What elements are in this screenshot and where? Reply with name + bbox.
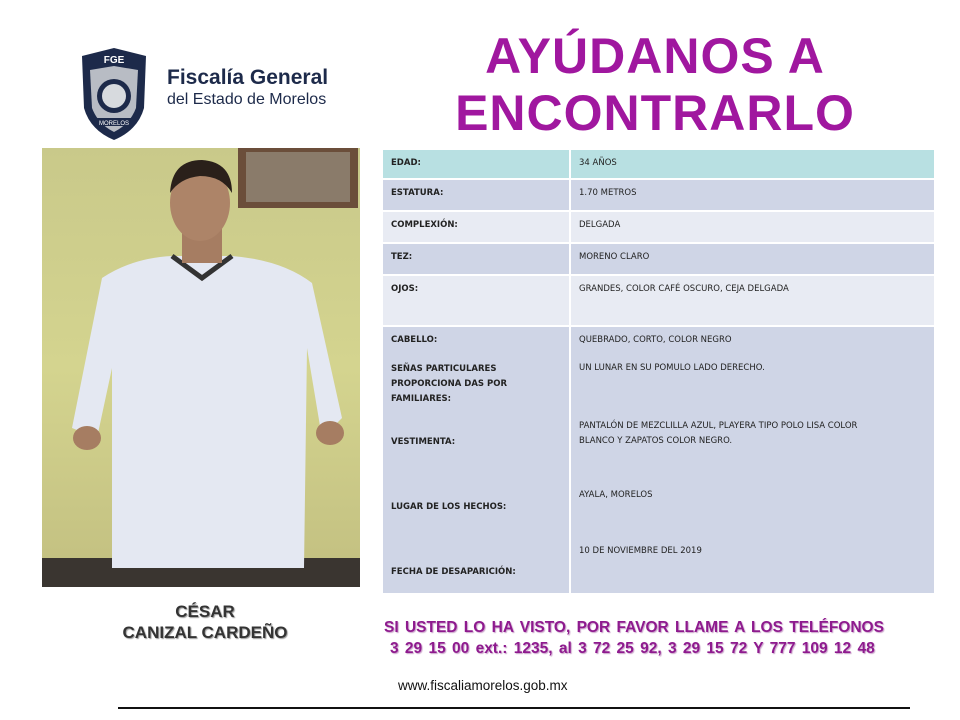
website-link[interactable]: www.fiscaliamorelos.gob.mx bbox=[398, 678, 568, 693]
fecha-value: 10 DE NOVIEMBRE DEL 2019 bbox=[579, 546, 702, 556]
organization-name bbox=[167, 66, 328, 110]
title-line2: ENCONTRARLO bbox=[455, 85, 855, 141]
title-line1: AYÚDANOS A bbox=[485, 28, 825, 84]
fecha-label: FECHA DE DESAPARICIÓN: bbox=[391, 567, 516, 577]
cabello-value: QUEBRADO, CORTO, COLOR NEGRO bbox=[579, 335, 732, 345]
contact-info bbox=[384, 617, 884, 659]
footer-divider bbox=[118, 707, 910, 709]
row-descripcion bbox=[383, 327, 934, 593]
row-tez bbox=[383, 244, 934, 274]
first-name: CÉSAR bbox=[175, 602, 235, 621]
senas-value: UN LUNAR EN SU POMULO LADO DERECHO. bbox=[579, 363, 765, 373]
org-line2: del Estado de Morelos bbox=[167, 91, 327, 108]
lugar-label: LUGAR DE LOS HECHOS: bbox=[391, 502, 507, 512]
value: 34 AÑOS bbox=[571, 150, 934, 178]
senas-label: SEÑAS PARTICULARES PROPORCIONA DAS POR FAMILIARES: bbox=[391, 364, 507, 404]
vestimenta-value: PANTALÓN DE MEZCLILLA AZUL, PLAYERA TIPO POLO LISA COLOR BLANCO Y ZAPATOS COLOR NEGRO. bbox=[579, 421, 858, 446]
lugar-value: AYALA, MORELOS bbox=[579, 490, 653, 500]
label: OJOS: bbox=[383, 276, 571, 325]
svg-text:FGE: FGE bbox=[103, 55, 125, 66]
person-photo bbox=[42, 148, 360, 587]
value: DELGADA bbox=[571, 212, 934, 242]
last-name: CANIZAL CARDEÑO bbox=[122, 623, 288, 642]
labels-cell bbox=[383, 327, 571, 593]
value: 1.70 METROS bbox=[571, 180, 934, 210]
cabello-label: CABELLO: bbox=[391, 335, 438, 345]
label: EDAD: bbox=[383, 150, 571, 178]
values-cell bbox=[571, 327, 934, 593]
row-complexion bbox=[383, 212, 934, 242]
contact-phones: 3 29 15 00 ext.: 1235, al 3 72 25 92, 3 29 15 72 Y 777 109 12 48 bbox=[390, 640, 875, 657]
label: COMPLEXIÓN: bbox=[383, 212, 571, 242]
value: GRANDES, COLOR CAFÉ OSCURO, CEJA DELGADA bbox=[571, 276, 934, 325]
contact-line1: SI USTED LO HA VISTO, POR FAVOR LLAME A LOS TELÉFONOS bbox=[384, 619, 884, 636]
person-name bbox=[60, 601, 350, 643]
fge-badge-logo bbox=[78, 46, 150, 142]
org-line1: Fiscalía General bbox=[167, 66, 329, 89]
row-edad bbox=[383, 150, 934, 178]
poster-title bbox=[420, 28, 890, 142]
value: MORENO CLARO bbox=[571, 244, 934, 274]
row-ojos bbox=[383, 276, 934, 325]
label: ESTATURA: bbox=[383, 180, 571, 210]
vestimenta-label: VESTIMENTA: bbox=[391, 437, 456, 447]
label: TEZ: bbox=[383, 244, 571, 274]
row-estatura bbox=[383, 180, 934, 210]
details-table bbox=[383, 148, 934, 595]
svg-text:MORELOS: MORELOS bbox=[98, 121, 130, 127]
